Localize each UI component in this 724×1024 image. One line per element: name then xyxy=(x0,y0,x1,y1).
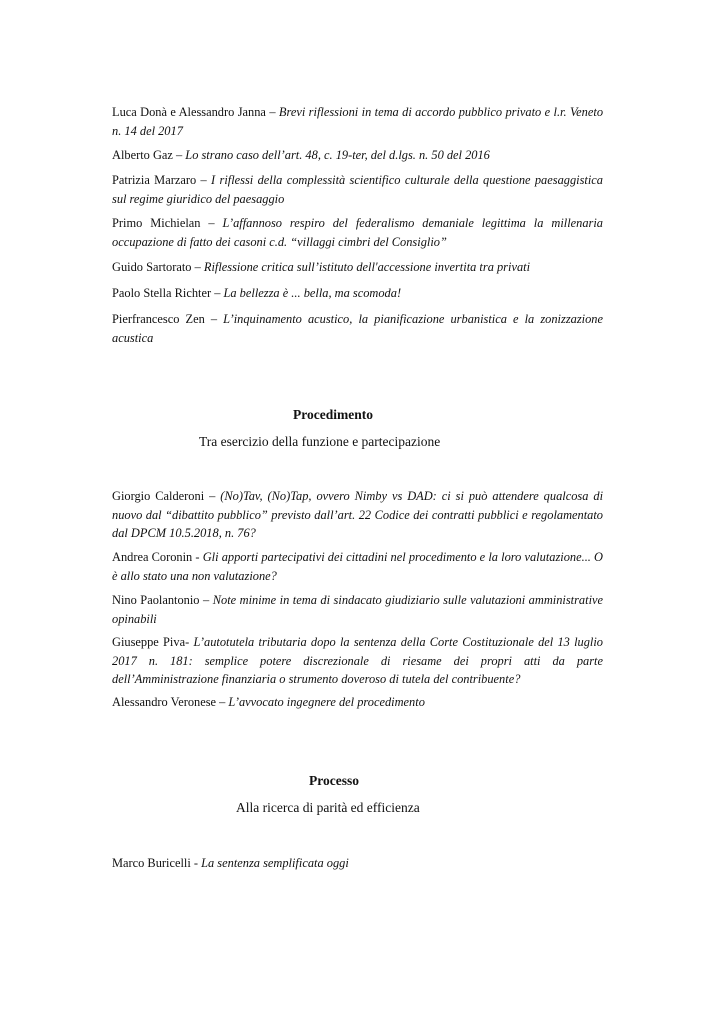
entry-separator: - xyxy=(192,550,203,564)
entry-author: Marco Buricelli xyxy=(112,856,191,870)
toc-entry xyxy=(112,103,603,140)
entry-separator: – xyxy=(196,173,212,187)
entry-title: L’inquinamento acustico, la pianificazione urbanistica e la zonizzazione acustica xyxy=(112,312,603,345)
toc-entry xyxy=(112,171,603,208)
entry-author: Alberto Gaz xyxy=(112,148,173,162)
entry-title: Note minime in tema di sindacato giudiziario sulle valutazioni amministrative opinabili xyxy=(112,593,604,626)
toc-entry xyxy=(112,548,603,585)
toc-entry xyxy=(112,487,603,543)
toc-entry xyxy=(112,284,603,303)
toc-entry xyxy=(112,258,603,277)
entry-author: Pierfrancesco Zen xyxy=(112,312,205,326)
entry-title: I riflessi della complessità scientifico culturale della questione paesaggistica sul regime giuridico del paesaggio xyxy=(112,173,603,206)
entry-title: L’affannoso respiro del federalismo demaniale legittima la millenaria occupazione di fatto dei casoni c.d. “villaggi cimbri del Consiglio” xyxy=(112,216,603,249)
section-heading: Processo xyxy=(309,773,359,788)
toc-entry xyxy=(112,633,603,689)
entry-title: L’autotutela tributaria dopo la sentenza della Corte Costituzionale del 13 luglio 2017 n. 181: semplice potere discrezionale di riesame dei propri atti da parte dell’Amministrazione finanziaria o strumento doveroso di tutela del contribuente? xyxy=(112,635,603,686)
entry-separator: – xyxy=(204,312,224,326)
entry-separator: - xyxy=(190,856,202,870)
entry-separator: – xyxy=(211,286,224,300)
entry-author: Guido Sartorato xyxy=(112,260,192,274)
entry-author: Paolo Stella Richter xyxy=(112,286,212,300)
toc-entry xyxy=(112,591,603,628)
entry-title: Riflessione critica sull’istituto dell'accessione invertita tra privati xyxy=(203,260,531,274)
entry-author: Luca Donà e Alessandro Janna xyxy=(112,105,266,119)
toc-entry xyxy=(112,693,603,712)
entry-title: L’avvocato ingegnere del procedimento xyxy=(228,695,425,709)
entry-title: Lo strano caso dell’art. 48, c. 19-ter, del d.lgs. n. 50 del 2016 xyxy=(185,148,490,162)
toc-entry xyxy=(112,146,603,165)
entry-title: Gli apporti partecipativi dei cittadini nel procedimento e la loro valutazione... O è allo stato una non valutazione? xyxy=(112,550,604,583)
entry-author: Patrizia Marzaro xyxy=(112,173,197,187)
section-subheading: Tra esercizio della funzione e partecipazione xyxy=(199,434,441,449)
entry-separator: – xyxy=(200,216,223,230)
entry-separator: – xyxy=(199,593,213,607)
entry-author: Giorgio Calderoni xyxy=(112,489,205,503)
toc-entry xyxy=(112,214,603,251)
section-heading: Procedimento xyxy=(293,407,373,422)
entry-separator: – xyxy=(216,695,229,709)
entry-author: Andrea Coronin xyxy=(112,550,193,564)
section-subheading: Alla ricerca di parità ed efficienza xyxy=(236,800,420,815)
entry-separator: – xyxy=(204,489,221,503)
toc-entry xyxy=(112,854,603,873)
entry-author: Nino Paolantonio xyxy=(112,593,200,607)
entry-author: Primo Michielan xyxy=(112,216,201,230)
entry-separator: – xyxy=(172,148,186,162)
entry-separator: – xyxy=(191,260,204,274)
entry-title: La sentenza semplificata oggi xyxy=(201,856,349,870)
entry-title: (No)Tav, (No)Tap, ovvero Nimby vs DAD: ci si può attendere qualcosa di nuovo dal “dibattito pubblico” previsto dall’art. 22 Codice dei contratti pubblici e regolamentato dal DPCM 10.5.2018, n. 76? xyxy=(112,489,604,540)
entry-separator: - xyxy=(185,635,194,649)
entry-separator: – xyxy=(265,105,279,119)
entry-title: Brevi riflessioni in tema di accordo pubblico privato e l.r. Veneto n. 14 del 2017 xyxy=(112,105,604,138)
entry-author: Giuseppe Piva xyxy=(112,635,186,649)
toc-entry xyxy=(112,310,603,347)
entry-author: Alessandro Veronese xyxy=(112,695,217,709)
entry-title: La bellezza è ... bella, ma scomoda! xyxy=(223,286,402,300)
